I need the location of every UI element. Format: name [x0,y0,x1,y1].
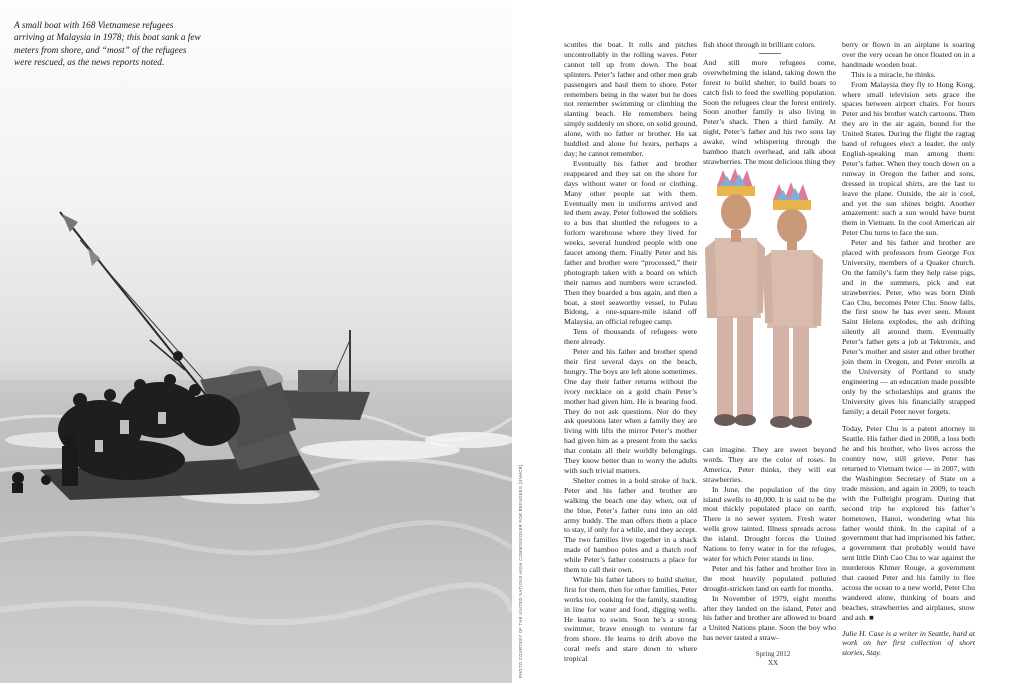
paragraph: While his father labors to build shelter, first for them, then for other families, Peter works too, cooking for the family, standing in line for water and food, digging wells. He learns to swim. Soon he’s a strong swimmer, brave enough to venture far from shore. He learns to drift above the coral reefs and stare down to where tropical [564,574,697,664]
paragraph: And still more refugees come, overwhelming the island, taking down the forest to build shelter, to build boats to catch fish to feed the swelling population. Soon the refugees clear the forest entirely. Soon another family is also living in Peter’s shack. Then a third family. At night, Peter’s father and his two sons lay awake, wind whispering through the bamboo thatch overhead, and talk about strawberries. The most delicious thing they [703,57,836,166]
page-folio [743,650,803,667]
paragraph: Peter and his father and brother spend their first several days on the beach, hungry. The boys are left alone sometimes. One day their father returns without the ivory necklace on a gold chain Peter’s mother had given him. He is bearing food. They do not ask questions. Nor do they ask questions later when a family they are living with lifts the mirror Peter’s mother had given him as a present from the sacks that contain all their worldly belongings. They know better than to worry the adults with such trivial matters. [564,347,697,475]
text-column-2-bottom [703,445,836,643]
photo-credit [515,430,527,680]
paragraph: fish shoot through in brilliant colors. [703,40,816,49]
paragraph: From Malaysia they fly to Hong Kong, where small television sets grace the spaces between airport chairs. For hours Peter and his brother watch cartoons. Then they are in the air again, bound for the United States. During the flight the ragtag band of refugees elect a leader, the only English-speaking man among them: Peter’s father. When they touch down on a runway in Oregon the father and sons, dressed in tropical shirts, are the last to leave the plane. Outside, the air is cool, and yet the sun shines bright. Another amazement: such a sun would have burnt them in Vietnam. In the cool American air Peter Chu turns to face the sun. [842,79,975,238]
section-divider [898,419,920,420]
paragraph: scuttles the boat. It rolls and pitches uncontrollably in the rolling waves. Peter cannot tell up from down. The boat splinters. Peter’s father and other men grab passengers and haul them to shore. Peter remembers being in the water but he does not remember swimming or climbing the slanting beach. He remembers being simply suddenly on shore, on solid ground, alone, with no father or brother. He sat huddled and alone for hours, perhaps a day; he cannot remember. [564,40,697,158]
paragraph: Shelter comes in a bold stroke of luck. Peter and his father and brother are walking the beach one day when, out of the blue, Peter’s father runs into an old army buddy. The man offers them a place to stay, if only for a while, and they accept. The two families live together in a shack made of bamboo poles and a thatch roof while Peter’s father constructs a place for them to call their own. [564,475,697,575]
text-column-1 [564,40,697,664]
paragraph: Peter and his father and brother live in the most heavily populated polluted drought-stricken land on earth for months. [703,563,836,593]
text-column-3 [842,40,975,658]
author-bio: Julie H. Case is a writer in Seattle, hard at work on her first collection of short stories, Stay. [842,628,975,658]
paragraph: can imagine. They are sweet beyond words. They are the color of roses. In America, Peter thinks, they will eat strawberries. [703,445,836,484]
paragraph: Eventually his father and brother reappeared and they sat on the shore for days without water or food or clothing. Many other people sat with them. Eventually men in uniforms arrived and led them away. Peter followed the soldiers to a bus that shuttled the refugees to a forlorn warehouse where they lived for weeks, several hundred people with one faucet among them. Finally Peter and his father and brother were “processed,” their photograph taken with a board on which their names and numbers were scrawled. Then they boarded a bus again, and then a boat, a steel seaworthy vessel, to Pulau Bidong, a one-square-mile island off Malaysia, an official refugee camp. [564,158,697,327]
text-column-2-top [703,40,836,167]
paragraph: berry or flown in an airplane is soaring over the very ocean he once floated on in a handmade wooden boat. [842,40,975,69]
paragraph: Today, Peter Chu is a patent attorney in Seattle. His father died in 2008, a loss both he and his brother, who lives across the country now, still grieve. Peter has returned to Vietnam twice — in 2007, with the Washington Secretary of State on a trade mission, and again in 2009, to teach with the Fulbright program. During that second trip he explored his father’s hometown, Hanoi, wondering what his father would think. In the capital of a government that had imprisoned his father, a government that probably would have sent little Dinh Cao Chu to war against the murderous Khmer Rouge, a government that caused Peter and his family to flee across the ocean to a new world, Peter Chu wandered alone, thinking of boats and beaches, strawberries and airplanes, snow and ash. ■ [842,424,975,622]
photo-credit-text: PHOTO COURTESY OF THE UNITED NATIONS HIGH COMMISSIONER FOR REFUGEES (UNHCR) [518,464,523,678]
photo-caption: A small boat with 168 Vietnamese refugees arriving at Malaysia in 1978; this boat sank a few meters from shore, and “most” of the refugees were rescued, as the news reports noted. [14,21,201,68]
issue-season: Spring 2012 [755,650,791,658]
paragraph: Tens of thousands of refugees were there already. [564,327,697,347]
paragraph: Peter and his father and brother are placed with professors from George Fox University, members of a Quaker church. On the family’s farm they help raise pigs, and in the summers, pick and eat strawberries. Peter, who was born Dinh Cao Chu, becomes Peter Chu. Snow falls, the first snow he has ever seen. Mount Saint Helens explodes, the ash drifting silently all around them. Eventually Peter’s father gets a job at Tektronix, and Peter’s mother and sister and other brother join them in Oregon, and Peter enrolls at the University of Portland to study engineering — an education made possible only by the scholarships and grants the University gives his financially strapped family; a detail Peter never forgets. [842,238,975,416]
section-divider [759,53,781,54]
paragraph: In June, the population of the tiny island swells to 40,000. It is said to be the most thickly populated place on earth. There is no sewer system. Fresh water wells grow tainted. Illness spreads across the island. Drought forces the United Nations to ferry water in for the refuges, water for which Peter stands in line. [703,484,836,563]
paragraph: In November of 1979, eight months after they landed on the island, Peter and his father and brother are allowed to board a United Nations plane. Soon the boy who has never tasted a straw- [703,593,836,643]
two-boys-photo [703,168,836,444]
paragraph: This is a miracle, he thinks. [851,69,936,79]
page-number: XX [767,658,779,667]
